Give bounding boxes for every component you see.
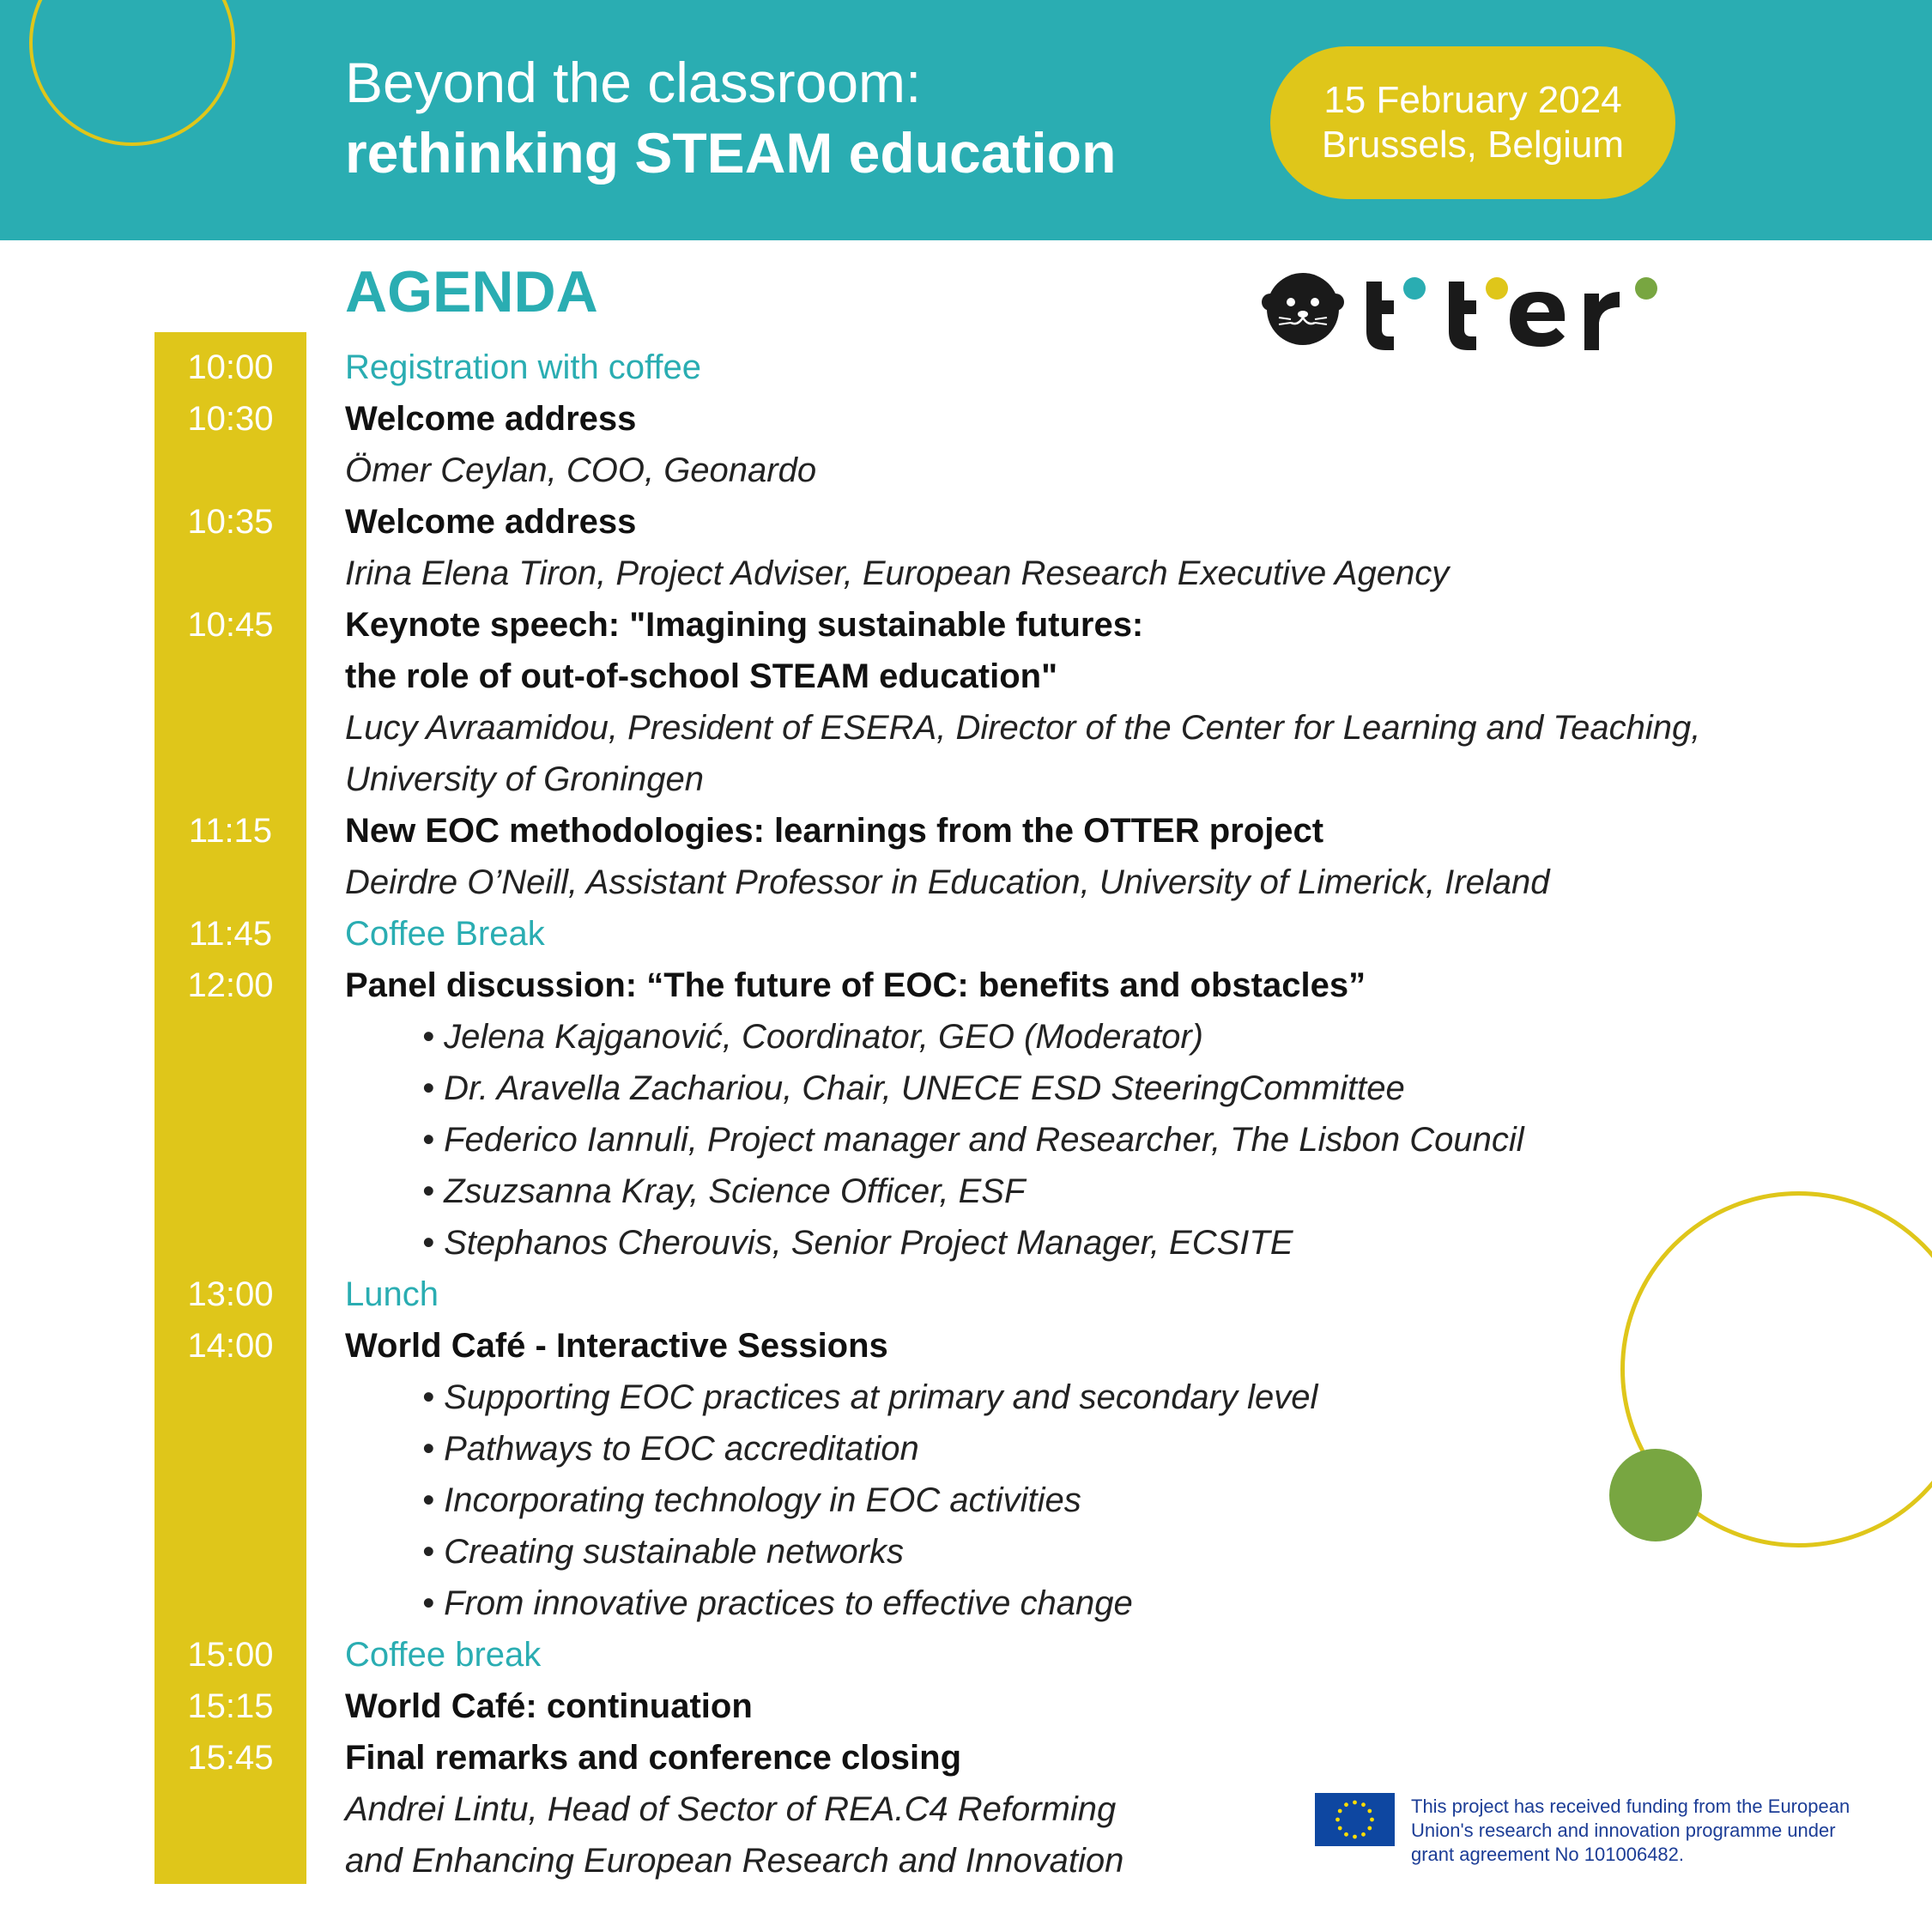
agenda-item-text: Irina Elena Tiron, Project Adviser, European Research Executive Agency xyxy=(345,554,1450,592)
agenda-row xyxy=(0,857,1932,908)
agenda-time: 11:15 xyxy=(188,812,273,850)
agenda-time: 15:15 xyxy=(187,1687,274,1725)
agenda-item-text: Registration with coffee xyxy=(345,348,702,386)
event-title-line2: rethinking STEAM education xyxy=(345,121,1117,185)
agenda-item-text: Welcome address xyxy=(345,503,637,541)
agenda-row xyxy=(0,754,1932,805)
date-location-badge xyxy=(1270,46,1675,199)
eu-star-icon xyxy=(1344,1802,1348,1807)
agenda-row xyxy=(0,702,1932,754)
agenda-item-text: Deirdre O’Neill, Assistant Professor in Education, University of Limerick, Ireland xyxy=(345,863,1550,901)
agenda-item-text: and Enhancing European Research and Innovation xyxy=(345,1842,1124,1880)
agenda-item-text: • Pathways to EOC accreditation xyxy=(422,1430,919,1468)
header-banner xyxy=(0,0,1932,240)
agenda-row xyxy=(0,445,1932,496)
eu-star-icon xyxy=(1367,1809,1372,1814)
agenda-row xyxy=(0,1166,1932,1217)
agenda-item-text: Welcome address xyxy=(345,400,637,438)
agenda-row xyxy=(0,1681,1932,1732)
eu-star-icon xyxy=(1344,1832,1348,1837)
funding-statement xyxy=(1411,1795,1850,1867)
agenda-row xyxy=(0,1578,1932,1629)
agenda-item-text: Panel discussion: “The future of EOC: benefits and obstacles” xyxy=(345,966,1366,1004)
agenda-item-text: Final remarks and conference closing xyxy=(345,1739,962,1777)
agenda-time: 15:00 xyxy=(187,1636,274,1674)
eu-star-icon xyxy=(1353,1835,1357,1839)
agenda-row xyxy=(0,496,1932,548)
otter-face-icon xyxy=(1262,273,1344,345)
funding-line-1: This project has received funding from the European xyxy=(1411,1796,1850,1817)
agenda-row xyxy=(0,342,1932,393)
agenda-row xyxy=(0,393,1932,445)
agenda-row xyxy=(0,651,1932,702)
agenda-time: 10:45 xyxy=(187,606,274,644)
agenda-item-text: the role of out-of-school STEAM education" xyxy=(345,657,1058,695)
agenda-time: 11:45 xyxy=(188,915,273,953)
agenda-item-text: • Supporting EOC practices at primary and secondary level xyxy=(422,1378,1318,1416)
agenda-row xyxy=(0,1217,1932,1269)
agenda-time: 10:35 xyxy=(187,503,274,541)
eu-flag-icon xyxy=(1315,1793,1395,1846)
agenda-item-text: • Jelena Kajganović, Coordinator, GEO (Moderator) xyxy=(422,1018,1203,1056)
eu-star-icon xyxy=(1338,1809,1342,1814)
agenda-item-text: New EOC methodologies: learnings from the OTTER project xyxy=(345,812,1324,850)
agenda-item-text: • Federico Iannuli, Project manager and Researcher, The Lisbon Council xyxy=(422,1121,1524,1159)
agenda-time: 10:30 xyxy=(187,400,274,438)
agenda-row xyxy=(0,1732,1932,1784)
agenda-item-text: • Dr. Aravella Zachariou, Chair, UNECE ESD SteeringCommittee xyxy=(422,1069,1405,1107)
event-date: 15 February 2024 xyxy=(1323,79,1622,121)
agenda-time: 14:00 xyxy=(187,1327,274,1365)
agenda-time: 12:00 xyxy=(187,966,274,1004)
eu-star-icon xyxy=(1361,1832,1366,1837)
agenda-time: 13:00 xyxy=(187,1275,274,1313)
agenda-item-text: • From innovative practices to effective change xyxy=(422,1584,1133,1622)
agenda-item-text: • Stephanos Cherouvis, Senior Project Manager, ECSITE xyxy=(422,1224,1293,1262)
eu-star-icon xyxy=(1338,1826,1342,1831)
agenda-row xyxy=(0,960,1932,1011)
funding-line-3: grant agreement No 101006482. xyxy=(1411,1844,1685,1865)
agenda-heading: AGENDA xyxy=(345,259,598,324)
agenda-row xyxy=(0,599,1932,651)
decorative-green-dot xyxy=(1609,1449,1702,1541)
agenda-item-text: Ömer Ceylan, COO, Geonardo xyxy=(345,451,817,489)
agenda-time: 10:00 xyxy=(187,348,274,386)
agenda-row xyxy=(0,1063,1932,1114)
event-title-line1: Beyond the classroom: xyxy=(345,51,922,114)
event-location: Brussels, Belgium xyxy=(1321,124,1625,166)
agenda-item-text: World Café: continuation xyxy=(345,1687,753,1725)
eu-star-icon xyxy=(1367,1826,1372,1831)
decorative-circle-top xyxy=(29,0,235,146)
agenda-row xyxy=(0,1629,1932,1681)
agenda-row xyxy=(0,908,1932,960)
eu-star-icon xyxy=(1361,1802,1366,1807)
agenda-row xyxy=(0,805,1932,857)
agenda-item-text: Lucy Avraamidou, President of ESERA, Director of the Center for Learning and Teaching, xyxy=(345,709,1701,747)
agenda-item-text: • Zsuzsanna Kray, Science Officer, ESF xyxy=(422,1172,1026,1210)
agenda-item-text: Coffee Break xyxy=(345,915,545,953)
agenda-item-text: • Creating sustainable networks xyxy=(422,1533,904,1571)
otter-logo xyxy=(1260,266,1689,352)
agenda-row xyxy=(0,548,1932,599)
agenda-time: 15:45 xyxy=(187,1739,274,1777)
eu-star-icon xyxy=(1353,1801,1357,1805)
agenda-item-text: Lunch xyxy=(345,1275,439,1313)
agenda-row xyxy=(0,1011,1932,1063)
eu-star-icon xyxy=(1370,1818,1374,1822)
agenda-item-text: Andrei Lintu, Head of Sector of REA.C4 Reforming xyxy=(345,1790,1117,1828)
agenda-item-text: Coffee break xyxy=(345,1636,542,1674)
agenda-item-text: Keynote speech: "Imagining sustainable futures: xyxy=(345,606,1144,644)
eu-star-icon xyxy=(1335,1818,1340,1822)
funding-line-2: Union's research and innovation programme under xyxy=(1411,1820,1836,1841)
agenda-row xyxy=(0,1114,1932,1166)
agenda-item-text: World Café - Interactive Sessions xyxy=(345,1327,888,1365)
agenda-item-text: • Incorporating technology in EOC activities xyxy=(422,1481,1081,1519)
agenda-item-text: University of Groningen xyxy=(345,760,704,798)
